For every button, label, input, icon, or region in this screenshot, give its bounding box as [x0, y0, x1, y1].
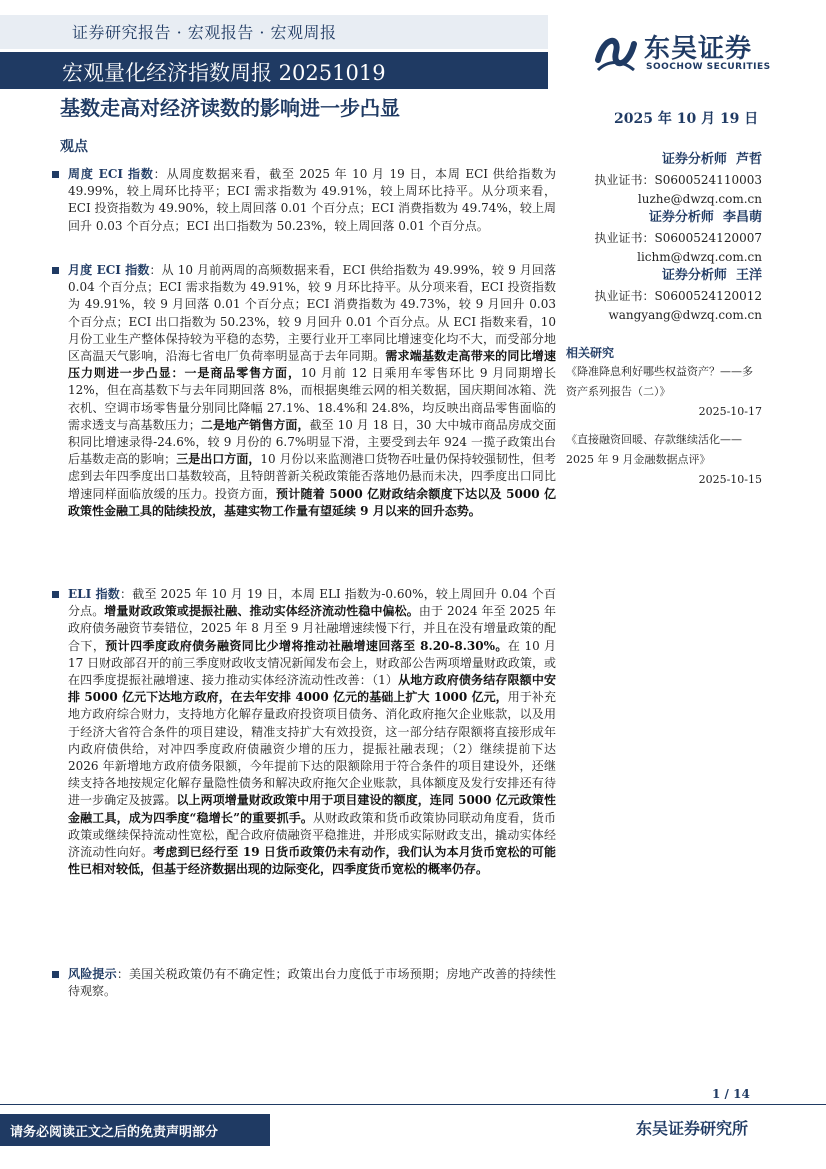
analyst-license: 执业证书：S0600524120007 — [594, 231, 762, 245]
related-item[interactable] — [566, 430, 762, 490]
logo-name-en: SOOCHOW SECURITIES — [646, 62, 771, 72]
eli-paragraph — [68, 586, 556, 878]
institute-name: 东吴证券研究所 — [636, 1119, 749, 1138]
analyst-title: 证券分析师 — [661, 152, 727, 167]
related-item-date: 2025-10-17 — [698, 405, 762, 418]
breadcrumb: 证券研究报告 · 宏观报告 · 宏观周报 — [72, 23, 337, 42]
monthly-eci-paragraph — [68, 262, 556, 520]
weekly-eci-text: ：从周度数据来看，截至 2025 年 10 月 19 日，本周 ECI 供给指数为 49.99%，较上周环比持平；ECI 需求指数为 49.91%，较上周环比持平。从分项来看，ECI 投资指数为 49.90%，较上周回落 0.01 个百分点；ECI 消费指数为 49.74%，较上周回升 0.03 个百分点；ECI 出口指数为 50.23%，较上周回落 0.01 个百分点。 — [68, 167, 557, 233]
logo-name-cn: 东吴证券 — [644, 34, 753, 64]
risk-label: 风险提示 — [68, 967, 117, 981]
report-date: 2025 年 10 月 19 日 — [614, 111, 759, 127]
eli-label: ELI 指数 — [68, 587, 121, 601]
disclaimer-band — [0, 1114, 270, 1146]
risk-paragraph — [68, 966, 556, 1000]
related-item-title[interactable]: 《降准降息利好哪些权益资产？——多资产系列报告（二）》 — [566, 365, 753, 398]
analyst-title-name — [580, 206, 762, 225]
related-item[interactable] — [566, 362, 762, 422]
analyst-title: 证券分析师 — [648, 210, 714, 225]
eli-bold-5: 考虑到已经行至 19 日货币政策仍未有动作，我们认为本月货币宽松的可能性已相对较低，但基于经济数据出现的边际变化，四季度货币宽松的概率仍存。 — [68, 845, 556, 877]
eli-text-1: ：截至 2025 年 10 月 19 日，本周 ELI 指数为-0.60%，较上周回升 0.04 个百分点。 — [68, 587, 556, 619]
breadcrumb-band — [0, 15, 548, 49]
analyst-name: 王洋 — [735, 268, 762, 283]
monthly-eci-bold-4: 预计随着 5000 亿财政结余额度下达以及 5000 亿政策性金融工具的陆续投放，基建实物工作量有望延续 9 月以来的回升态势。 — [68, 486, 556, 518]
eli-text-3: 在 10 月 17 日财政部召开的前三季度财政收支情况新闻发布会上，财政部公告两项增量财政政策，或在四季度提振社融增速、接力推动实体经济流动性改善：（1） — [68, 638, 556, 688]
analyst-card — [580, 264, 762, 322]
eli-bold-4: 以上两项增量财政政策中用于项目建设的额度，连同 5000 亿元政策性金融工具，成为四季度“稳增长”的重要抓手。 — [68, 793, 556, 825]
analyst-title-name — [580, 148, 762, 167]
section-risk — [68, 966, 556, 1000]
analyst-email[interactable]: luzhe@dwzq.com.cn — [637, 192, 762, 206]
analyst-license: 执业证书：S0600524110003 — [594, 173, 762, 187]
monthly-eci-text-1: ：从 10 月前两周的高频数据来看，ECI 供给指数为 49.99%，较 9 月回落 0.04 个百分点；ECI 需求指数为 49.91%，较 9 月环比持平。从分项来看，ECI 投资指数为 49.91%，较 9 月回落 0.01 个百分点；ECI 消费指数为 49.73%，较 9 月回升 0.03 个百分点；ECI 出口指数为 50.23%，较 9 月回升 0.01 个百分点。从 ECI 指数来看，10 月份工业生产整体保持较为平稳的态势，主要行业开工率同比增速变化均不大，而受部分地区高温天气影响，沿海七省电厂负荷率明显高于去年同期。 — [68, 263, 556, 364]
section-eli — [68, 586, 556, 878]
eli-text-5: 从财政政策和货币政策协同联动角度看，货币政策或继续保持流动性宽松，配合政府债融资平稳推进，并形成实际财政支出，撬动实体经济流动性向好。 — [68, 810, 556, 860]
eli-text-4: 用于补充地方政府综合财力，支持地方化解存量政府投资项目债务、消化政府拖欠企业账款，以及用于经济大省符合条件的项目建设，精准支持扩大有效投资，这一部分结存限额将直接形成年内政府债供给，对冲四季度政府债融资少增的压力，提振社融表现；（2）继续提前下达 2026 年新增地方政府债务限额，今年提前下达的限额除用于符合条件的项目建设外，还继续支持各地按规定化解存量隐性债务和解决政府拖欠企业账款，具体额度及发行安排还有待进一步确定及披露。 — [68, 690, 556, 808]
report-subtitle: 基数走高对经济读数的影响进一步凸显 — [60, 96, 400, 120]
related-item-title[interactable]: 《直接融资回暖、存款继续活化——2025 年 9 月金融数据点评》 — [566, 433, 742, 466]
monthly-eci-bold-1: 需求端基数走高带来的同比增速压力则进一步凸显：一是商品零售方面， — [68, 349, 556, 381]
analyst-email[interactable]: lichm@dwzq.com.cn — [637, 250, 762, 264]
monthly-eci-bold-2: 二是地产销售方面， — [200, 417, 310, 432]
bullet-square-icon — [52, 267, 59, 274]
analyst-name: 李昌萌 — [722, 210, 762, 225]
analyst-email[interactable]: wangyang@dwzq.com.cn — [608, 308, 762, 322]
section-weekly-eci — [68, 166, 556, 235]
eli-text-2: 由于 2024 年至 2025 年政府债务融资节奏错位，2025 年 8 月至 9 月社融增速续慢下行，并且在没有增量政策的配合下， — [68, 604, 556, 653]
company-logo — [594, 28, 794, 80]
report-title: 宏观量化经济指数周报 20251019 — [62, 61, 386, 85]
monthly-eci-text-4: 10 月份以来监测港口货物吞吐量仍保持较强韧性，但考虑到去年四季度出口基数较高，且特朗普新关税政策能否落地仍悬而未决，四季度出口同比增速同样面临放缓的压力。投资方面， — [68, 452, 556, 501]
analyst-card — [580, 148, 762, 206]
weekly-eci-label: 周度 ECI 指数 — [68, 167, 154, 181]
analyst-license: 执业证书：S0600524120012 — [594, 289, 762, 303]
related-item-date: 2025-10-15 — [698, 473, 762, 486]
eli-bold-2: 预计四季度政府债务融资同比少增将推动社融增速回落至 8.20-8.30%。 — [105, 638, 508, 653]
analyst-title-name — [580, 264, 762, 283]
section-monthly-eci — [68, 262, 556, 520]
analyst-card — [580, 206, 762, 264]
bullet-square-icon — [52, 971, 59, 978]
bullet-square-icon — [52, 591, 59, 598]
weekly-eci-paragraph — [68, 166, 556, 235]
report-title-band — [0, 52, 548, 89]
risk-text: ：美国关税政策仍有不确定性；政策出台力度低于市场预期；房地产改善的持续性待观察。 — [68, 967, 556, 999]
analyst-title: 证券分析师 — [661, 268, 727, 283]
monthly-eci-bold-3: 三是出口方面， — [176, 452, 261, 467]
logo-mark-icon — [594, 30, 638, 74]
monthly-eci-label: 月度 ECI 指数 — [68, 263, 150, 277]
page-number: 1 / 14 — [712, 1087, 750, 1101]
eli-bold-3: 从地方政府债务结存限额中安排 5000 亿元下达地方政府，在去年安排 4000 亿元的基础上扩大 1000 亿元， — [68, 673, 556, 705]
monthly-eci-text-2: 10 月前 12 日乘用车零售环比 9 月同期增长 12%，但在高基数下与去年同期回落 8%，而根据奥维云网的相关数据，国庆期间冰箱、洗衣机、空调市场零售量分别同比降幅 27.1%、18.4%和 24.8%，均反映出商品零售面临的需求透支与高基数压力； — [68, 366, 556, 432]
bullet-square-icon — [52, 171, 59, 178]
footer-divider — [0, 1104, 826, 1105]
eli-bold-1: 增量财政政策或提振社融、推动实体经济流动性稳中偏松。 — [104, 604, 419, 619]
disclaimer-text: 请务必阅读正文之后的免责声明部分 — [10, 1125, 219, 1140]
analyst-name: 芦哲 — [735, 152, 762, 167]
viewpoint-heading: 观点 — [60, 139, 88, 155]
related-research-heading: 相关研究 — [566, 346, 615, 360]
monthly-eci-text-3: 截至 10 月 18 日，30 大中城市商品房成交面积同比增速录得-24.6%，较 9 月份的 6.7%明显下滑，主要受到去年 924 一揽子政策出台后基数走高的影响； — [68, 417, 556, 467]
